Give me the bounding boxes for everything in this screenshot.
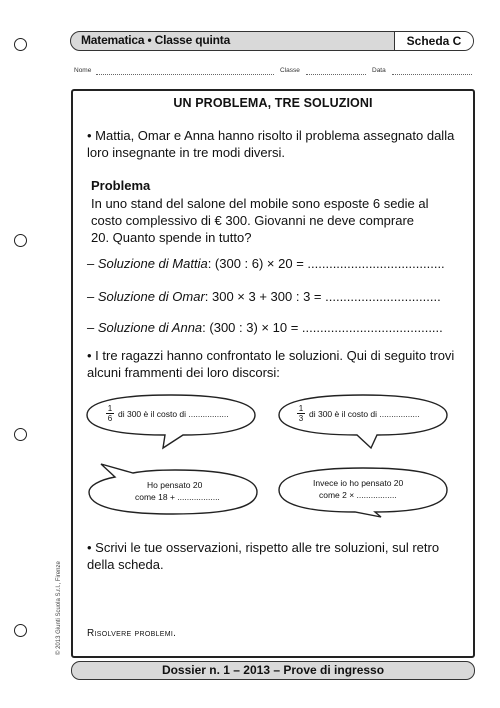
speech-bubble-one-sixth xyxy=(83,391,258,449)
nome-label: Nome xyxy=(74,67,92,74)
classe-label: Classe xyxy=(280,67,300,74)
solution-omar xyxy=(87,289,441,304)
fraction-denominator: 6 xyxy=(107,414,113,423)
header-scheda-label: Scheda C xyxy=(394,32,473,50)
nome-field[interactable] xyxy=(96,74,274,75)
intro-paragraph: • Mattia, Omar e Anna hanno risolto il problema assegnato dalla loro insegnante in tre modi diversi. xyxy=(87,128,455,160)
student-info-fields xyxy=(74,67,472,79)
speech-bubble-shape xyxy=(85,464,260,518)
binder-hole-bottom xyxy=(14,624,27,637)
dossier-footer-bar: Dossier n. 1 – 2013 – Prove di ingresso xyxy=(71,661,475,680)
copyright-note: © 2013 Giunti Scuola S.r.l., Firenze xyxy=(56,561,62,655)
fraction-one-third xyxy=(297,404,305,423)
solution-anna-expression: : (300 : 3) × 10 = ....................................... xyxy=(202,320,443,335)
solution-omar-label: – Soluzione di Omar xyxy=(87,289,205,304)
bubble-two-text: di 300 è il costo di ................. xyxy=(309,409,420,419)
bubble-four-line-two: come 2 × ................. xyxy=(319,490,397,500)
binder-hole-top xyxy=(14,38,27,51)
data-field[interactable] xyxy=(392,74,472,75)
compare-paragraph: • I tre ragazzi hanno confrontato le soluzioni. Qui di seguito trovi alcuni frammenti dei loro discorsi: xyxy=(87,348,455,380)
solution-mattia xyxy=(87,256,445,271)
fraction-one-sixth xyxy=(106,404,114,423)
worksheet-title: UN PROBLEMA, TRE SOLUZIONI xyxy=(173,96,373,110)
solution-omar-expression: : 300 × 3 + 300 : 3 = ................................ xyxy=(204,289,441,304)
solution-anna-label: – Soluzione di Anna xyxy=(87,320,203,335)
binder-hole-lower-middle xyxy=(14,428,27,441)
binder-hole-upper-middle xyxy=(14,234,27,247)
speech-bubble-twenty-eighteen xyxy=(85,464,260,518)
bubble-four-line-one: Invece io ho pensato 20 xyxy=(313,478,404,488)
solution-anna xyxy=(87,320,443,335)
skill-tag: Risolvere problemi. xyxy=(87,628,177,639)
bubble-three-line-one: Ho pensato 20 xyxy=(147,480,203,490)
problem-heading: Problema xyxy=(91,178,151,193)
write-instructions: • Scrivi le tue osservazioni, rispetto alle tre soluzioni, sul retro della scheda. xyxy=(87,540,440,572)
fraction-denominator: 3 xyxy=(298,414,304,423)
solution-mattia-expression: : (300 : 6) × 20 = ...................................... xyxy=(207,256,445,271)
solution-mattia-label: – Soluzione di Mattia xyxy=(87,256,208,271)
bubble-three-line-two: come 18 + .................. xyxy=(135,492,220,502)
fraction-numerator: 1 xyxy=(298,404,304,413)
speech-bubble-twenty-two xyxy=(275,464,450,518)
bubble-one-text: di 300 è il costo di ................. xyxy=(118,409,229,419)
header-subject: Matematica • Classe quinta xyxy=(81,33,231,47)
classe-field[interactable] xyxy=(306,74,366,75)
header-bar xyxy=(70,31,474,51)
fraction-numerator: 1 xyxy=(107,404,113,413)
data-label: Data xyxy=(372,67,386,74)
speech-bubble-one-third xyxy=(275,391,450,449)
worksheet-card xyxy=(71,89,475,658)
problem-text: In uno stand del salone del mobile sono esposte 6 sedie al costo complessivo di € 300. Giovanni ne deve comprare 20. Quanto spende in tutto? xyxy=(91,196,429,245)
